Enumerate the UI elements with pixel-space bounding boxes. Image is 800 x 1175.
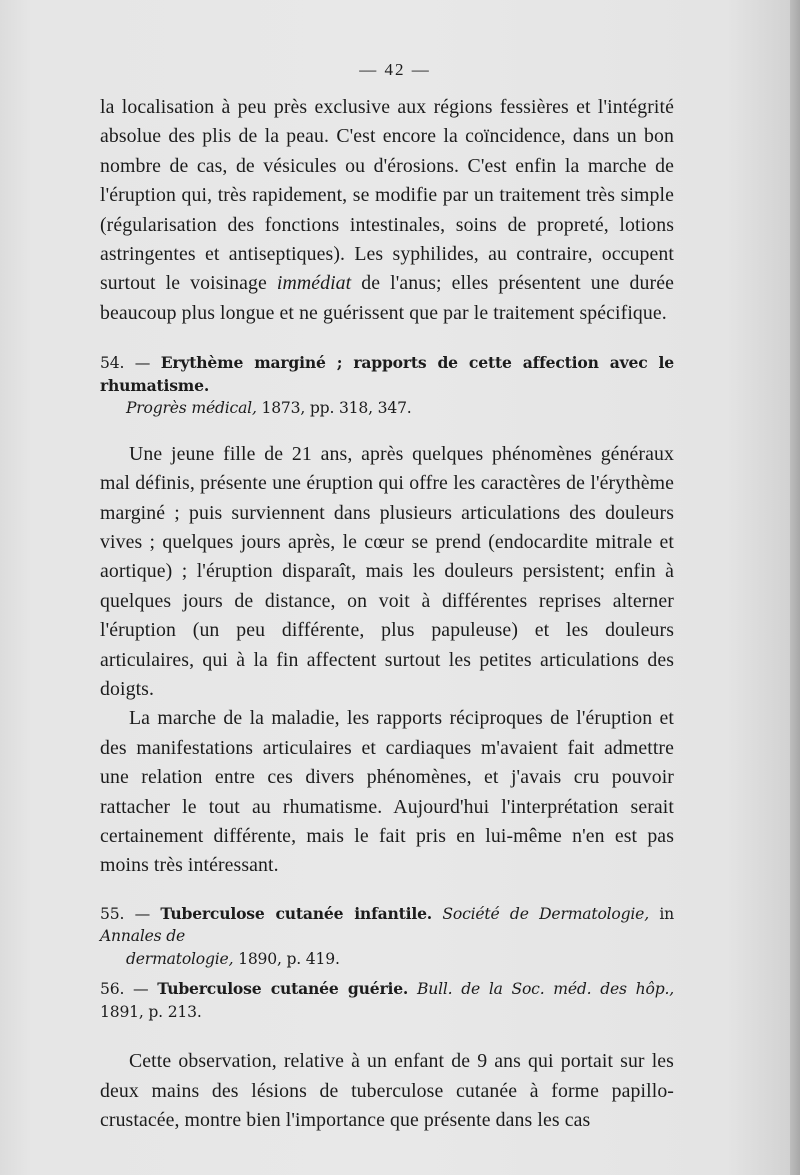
reference-55-in: in <box>648 904 674 923</box>
reference-56-title: Tuberculose cutanée guérie. <box>157 979 409 999</box>
page-edge-shadow <box>790 0 800 1175</box>
reference-55-title: Tuberculose cutanée infantile. <box>160 903 433 923</box>
paragraph-syphilides <box>100 93 674 328</box>
reference-55-details: 1890, p. 419. <box>233 949 340 968</box>
reference-55-number: 55. <box>100 904 125 923</box>
paragraph-syphilides-text-after: de l'anus; elles présentent une durée beaucoup plus longue et ne guérissent que par le traitement spécifique. <box>100 272 674 324</box>
reference-55-citation <box>100 948 674 971</box>
reference-54-dash: — <box>124 354 161 373</box>
reference-54-journal: Progrès médical, <box>126 399 257 418</box>
reference-54 <box>100 352 674 420</box>
reference-56 <box>100 978 674 1023</box>
reference-56-dash: — <box>124 980 158 999</box>
reference-54-number: 54. <box>100 354 125 373</box>
reference-55-society: Société de Dermatologie, <box>432 904 649 923</box>
reference-55-journal-line1: Annales de <box>100 927 186 946</box>
reference-54-title: Erythème marginé ; rapports de cette affection avec le rhumatisme. <box>100 353 674 395</box>
paragraph-syphilides-text-before: la localisation à peu près exclusive aux régions fessières et l'intégrité absolue des plis de la peau. C'est encore la coïncidence, dans un bon nombre de cas, de vésicules ou d'érosions. C'est enfin la marche de l'éruption qui, très rapidement, se modifie par un traitement très simple (régularisation des fonctions intestinales, soins de propreté, lotions astringentes et antiseptiques). Les syphilides, au contraire, occupent surtout le voisinage <box>100 96 674 295</box>
paragraph-interpretation: La marche de la maladie, les rapports réciproques de l'éruption et des manifestations articulaires et cardiaques m'avaient fait admettre une relation entre ces divers phénomènes, et j'avais cru pouvoir rattacher le tout au rhumatisme. Aujourd'hui l'interprétation serait certainement différente, mais le fait pris en lui-même n'en est pas moins très intéressant. <box>100 707 674 877</box>
emphasis-immediat: immédiat <box>276 272 352 295</box>
reference-55-journal-line2: dermatologie, <box>126 949 234 968</box>
reference-56-journal: Bull. de la Soc. méd. des hôp., <box>408 980 674 999</box>
reference-56-details: 1891, p. 213. <box>100 1002 202 1021</box>
reference-55-dash: — <box>124 904 161 923</box>
reference-56-number: 56. <box>100 980 125 999</box>
paragraph-observation: Cette observation, relative à un enfant de 9 ans qui portait sur les deux mains des lésions de tuberculose cutanée à forme papillo-crustacée, montre bien l'importance que présente dans les cas <box>100 1050 674 1132</box>
reference-55 <box>100 903 674 971</box>
page-number: — 42 — <box>359 60 431 79</box>
reference-54-details: 1873, pp. 318, 347. <box>256 399 412 418</box>
paragraph-case-description: Une jeune fille de 21 ans, après quelques phénomènes généraux mal définis, présente une éruption qui offre les caractères de l'érythème marginé ; puis surviennent dans plusieurs articulations des douleurs vives ; quelques jours après, le cœur se prend (endocardite mitrale et aortique) ; l'éruption disparaît, mais les douleurs persistent; enfin à quelques jours de distance, on voit à différentes reprises alterner l'éruption (un peu différente, plus papuleuse) et les douleurs articulaires, qui à la fin affectent surtout les petites articulations des doigts. <box>100 442 674 700</box>
page-body <box>100 93 674 1136</box>
reference-54-citation <box>100 397 674 420</box>
